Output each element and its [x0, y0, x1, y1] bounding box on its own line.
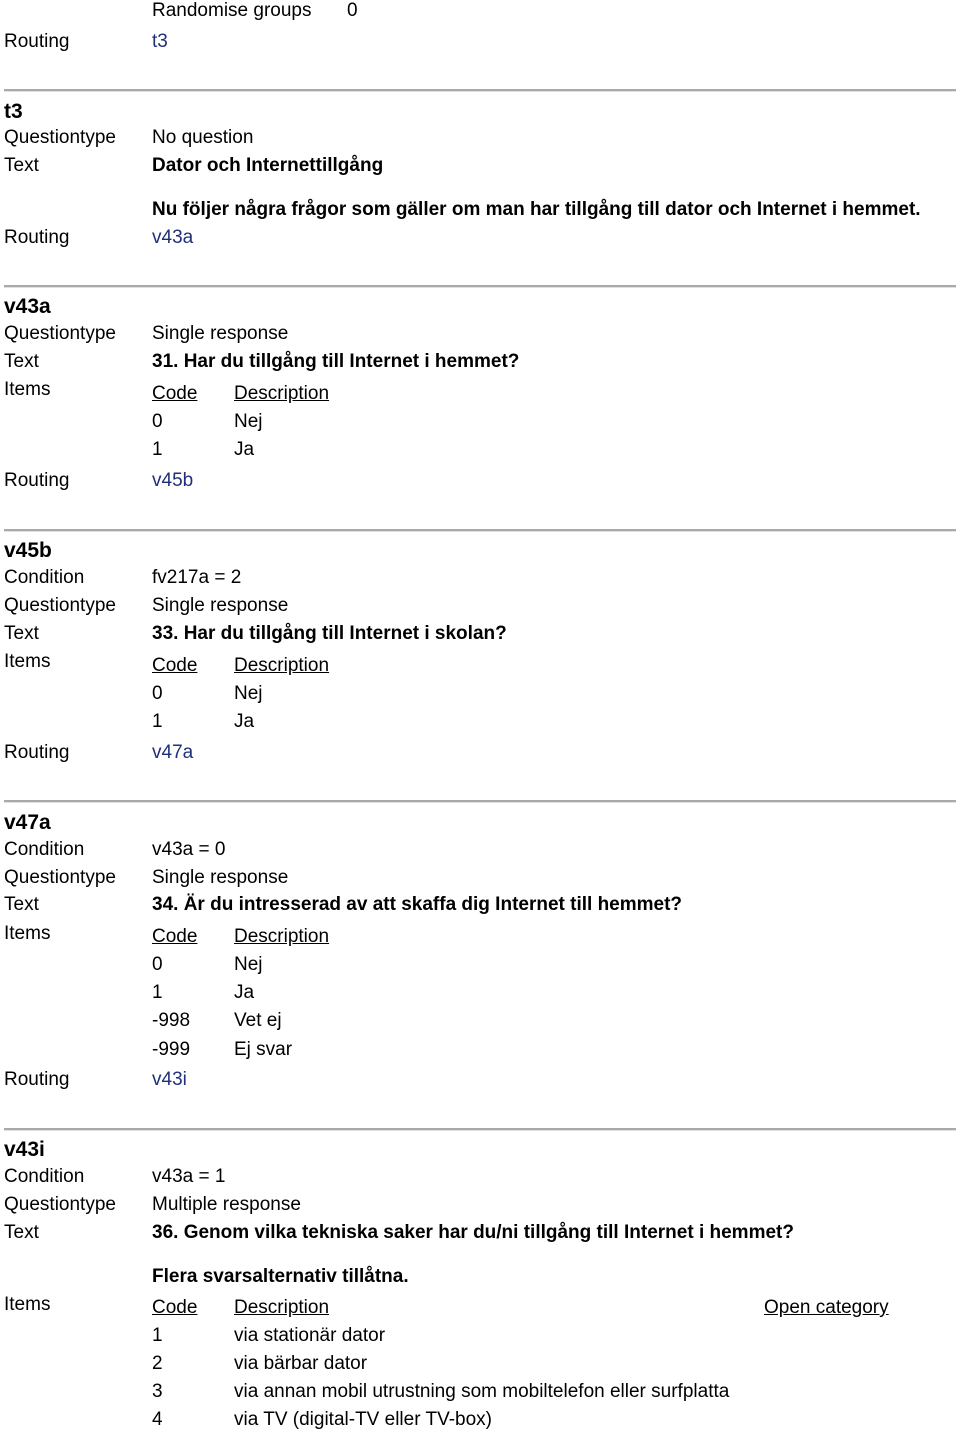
- item-description: via TV (digital-TV eller TV-box): [234, 1409, 492, 1430]
- item-code: 1: [152, 439, 163, 460]
- code-column-header: Code: [152, 926, 198, 947]
- item-code: 4: [152, 1409, 163, 1430]
- questiontype-label: Questiontype: [4, 127, 116, 148]
- item-code: 0: [152, 954, 163, 975]
- item-description: Nej: [234, 411, 263, 432]
- item-description: via stationär dator: [234, 1325, 386, 1346]
- routing-label: Routing: [4, 470, 70, 491]
- items-label: Items: [4, 1294, 51, 1315]
- section-divider: [4, 529, 956, 532]
- text-label: Text: [4, 351, 39, 372]
- condition-label: Condition: [4, 839, 85, 860]
- description-column-header: Description: [234, 926, 330, 947]
- questiontype-value: Single response: [152, 867, 289, 888]
- item-description: Ja: [234, 439, 255, 460]
- questiontype-value: No question: [152, 127, 254, 148]
- question-text: 33. Har du tillgång till Internet i skolan?: [152, 623, 507, 644]
- routing-link-v47a[interactable]: v47a: [152, 742, 194, 763]
- item-description: Ja: [234, 982, 255, 1003]
- question-text: 31. Har du tillgång till Internet i hemmet?: [152, 351, 520, 372]
- routing-label: Routing: [4, 227, 70, 248]
- question-text: Dator och Internettillgång: [152, 155, 384, 176]
- routing-link-v45b[interactable]: v45b: [152, 470, 194, 491]
- routing-link-t3[interactable]: t3: [152, 31, 168, 52]
- item-description: Nej: [234, 683, 263, 704]
- questiontype-label: Questiontype: [4, 867, 116, 888]
- questiontype-label: Questiontype: [4, 323, 116, 344]
- item-code: -998: [152, 1010, 191, 1031]
- condition-label: Condition: [4, 567, 85, 588]
- routing-label: Routing: [4, 742, 70, 763]
- description-column-header: Description: [234, 1297, 330, 1318]
- question-text: 36. Genom vilka tekniska saker har du/ni tillgång till Internet i hemmet?: [152, 1222, 794, 1243]
- routing-label: Routing: [4, 31, 70, 52]
- items-label: Items: [4, 651, 51, 672]
- code-column-header: Code: [152, 655, 198, 676]
- section-divider: [4, 1128, 956, 1131]
- condition-label: Condition: [4, 1166, 85, 1187]
- text-label: Text: [4, 155, 39, 176]
- questiontype-value: Multiple response: [152, 1194, 301, 1215]
- section-divider: [4, 800, 956, 803]
- code-column-header: Code: [152, 383, 198, 404]
- questiontype-label: Questiontype: [4, 1194, 116, 1215]
- item-description: via annan mobil utrustning som mobiltelefon eller surfplatta: [234, 1381, 730, 1402]
- item-code: 1: [152, 711, 163, 732]
- condition-value: v43a = 0: [152, 839, 226, 860]
- question-id-v47a: v47a: [4, 811, 51, 834]
- routing-link-v43a[interactable]: v43a: [152, 227, 194, 248]
- randomise-groups-value: 0: [347, 0, 358, 21]
- condition-value: v43a = 1: [152, 1166, 226, 1187]
- item-code: 1: [152, 982, 163, 1003]
- items-label: Items: [4, 923, 51, 944]
- routing-label: Routing: [4, 1069, 70, 1090]
- item-description: Ej svar: [234, 1039, 293, 1060]
- item-code: 0: [152, 683, 163, 704]
- question-text-extra: Nu följer några frågor som gäller om man har tillgång till dator och Internet i hemmet.: [152, 199, 921, 220]
- questiontype-value: Single response: [152, 323, 289, 344]
- question-id-v45b: v45b: [4, 539, 52, 562]
- items-label: Items: [4, 379, 51, 400]
- code-column-header: Code: [152, 1297, 198, 1318]
- item-code: 3: [152, 1381, 163, 1402]
- randomise-groups-label: Randomise groups: [152, 0, 312, 21]
- description-column-header: Description: [234, 383, 330, 404]
- section-divider: [4, 285, 956, 288]
- questiontype-value: Single response: [152, 595, 289, 616]
- open-category-column-header: Open category: [764, 1297, 889, 1318]
- item-code: 1: [152, 1325, 163, 1346]
- section-divider: [4, 89, 956, 92]
- text-label: Text: [4, 894, 39, 915]
- question-text-extra: Flera svarsalternativ tillåtna.: [152, 1266, 409, 1287]
- item-description: Ja: [234, 711, 255, 732]
- routing-link-v43i[interactable]: v43i: [152, 1069, 187, 1090]
- question-id-v43a: v43a: [4, 295, 51, 318]
- condition-value: fv217a = 2: [152, 567, 242, 588]
- item-code: 2: [152, 1353, 163, 1374]
- text-label: Text: [4, 623, 39, 644]
- item-description: Vet ej: [234, 1010, 282, 1031]
- question-text: 34. Är du intresserad av att skaffa dig Internet till hemmet?: [152, 894, 683, 915]
- item-description: Nej: [234, 954, 263, 975]
- description-column-header: Description: [234, 655, 330, 676]
- item-code: 0: [152, 411, 163, 432]
- item-code: -999: [152, 1039, 191, 1060]
- item-description: via bärbar dator: [234, 1353, 368, 1374]
- questiontype-label: Questiontype: [4, 595, 116, 616]
- question-id-t3: t3: [4, 100, 23, 123]
- text-label: Text: [4, 1222, 39, 1243]
- question-id-v43i: v43i: [4, 1138, 45, 1161]
